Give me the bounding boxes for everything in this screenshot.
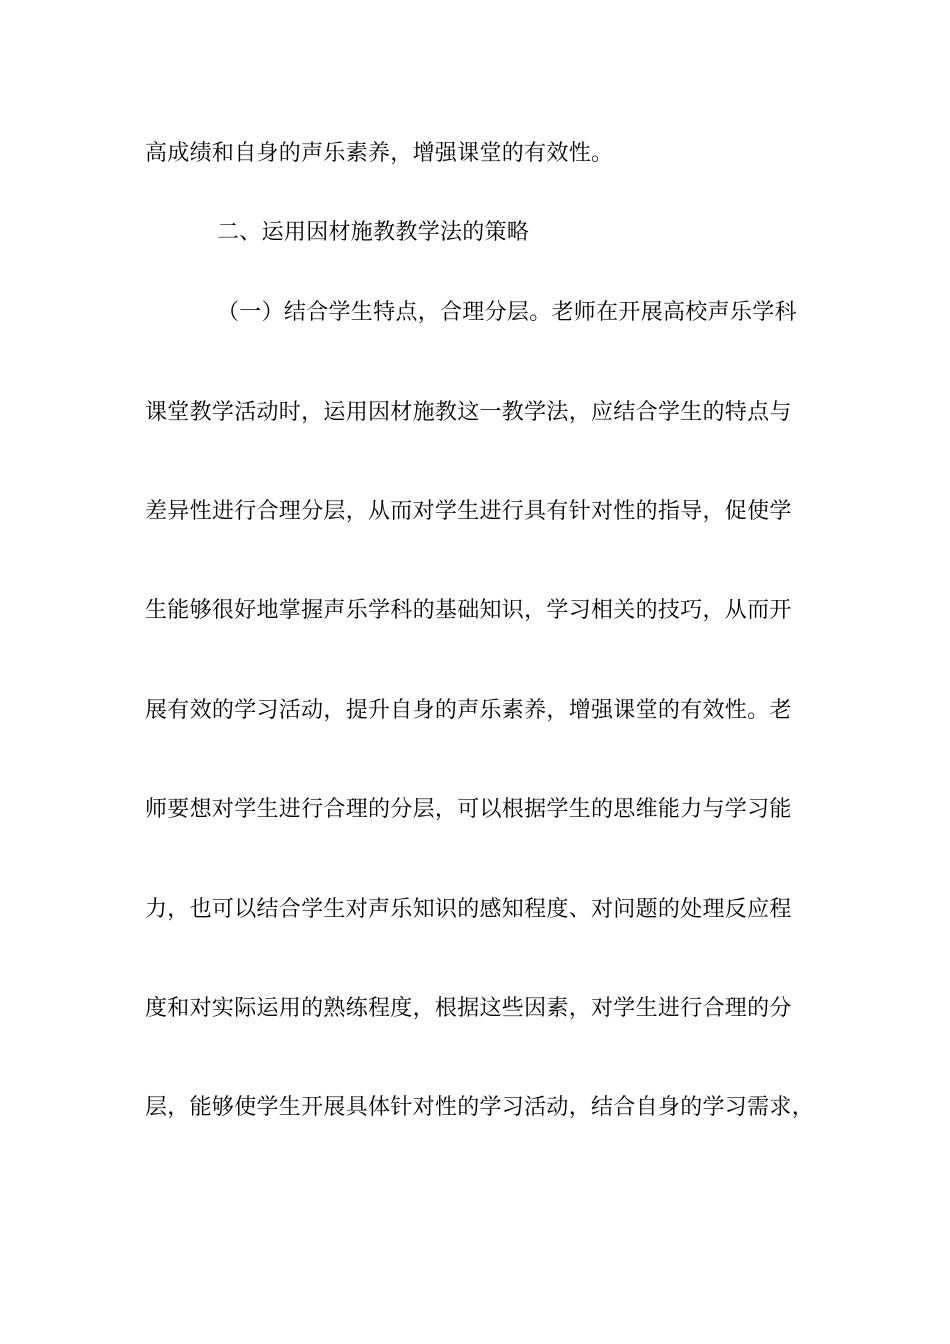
body-text-line: 高成绩和自身的声乐素养，增强课堂的有效性。 bbox=[145, 141, 614, 166]
section-heading: 二、运用因材施教教学法的策略 bbox=[217, 220, 530, 245]
body-text-line: 层，能够使学生开展具体针对性的学习活动，结合自身的学习需求， bbox=[145, 1095, 815, 1120]
body-text-line: 师要想对学生进行合理的分层，可以根据学生的思维能力与学习能 bbox=[145, 797, 792, 822]
body-text-line: 课堂教学活动时，运用因材施教这一教学法，应结合学生的特点与 bbox=[145, 400, 792, 425]
body-text-line: 度和对实际运用的熟练程度，根据这些因素，对学生进行合理的分 bbox=[145, 996, 792, 1021]
body-text-line: 差异性进行合理分层，从而对学生进行具有针对性的指导，促使学 bbox=[145, 499, 792, 524]
body-text-line: 力，也可以结合学生对声乐知识的感知程度、对问题的处理反应程 bbox=[145, 897, 792, 922]
subsection-paragraph-start: （一）结合学生特点，合理分层。老师在开展高校声乐学科 bbox=[217, 300, 797, 325]
body-text-line: 生能够很好地掌握声乐学科的基础知识，学习相关的技巧，从而开 bbox=[145, 598, 792, 623]
body-text-line: 展有效的学习活动，提升自身的声乐素养，增强课堂的有效性。老 bbox=[145, 698, 792, 723]
